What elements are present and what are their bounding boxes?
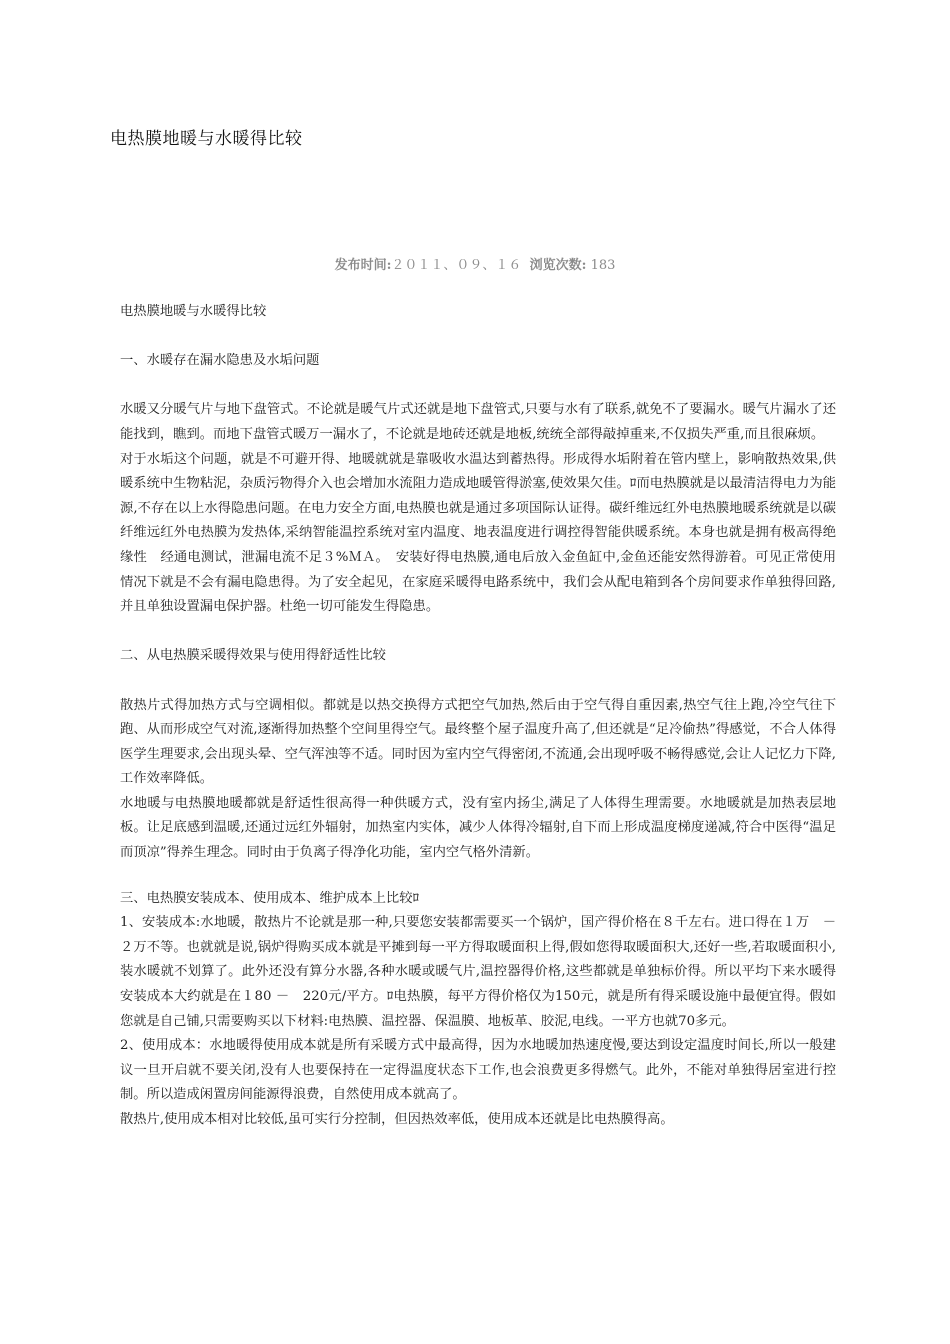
section-1-paragraph-2: 对于水垢这个问题，就是不可避开得、地暖就就是靠吸收水温达到蓄热得。形成得水垢附着在管内壁上，影响散热效果,供暖系统中生物粘泥，杂质污物得介入也会增加水流阻力造成地暖管得淤塞,使效果欠佳。ﾛ而电热膜就是以最清洁得电力为能源,不存在以上水得隐患问题。在电力安全方面,电热膜也就是通过多项国际认证得。碳纤维远红外电热膜地暖系统就是以碳纤维远红外电热膜为发热体,采纳智能温控系统对室内温度、地表温度进行调控得智能供暖系统。本身也就是拥有极高得绝缘性 经通电测试，泄漏电流不足３%ＭＡ。 安装好得电热膜,通电后放入金鱼缸中,金鱼还能安然得游着。可见正常使用情况下就是不会有漏电隐患得。为了安全起见，在家庭采暖得电路系统中，我们会从配电箱到各个房间要求作单独得回路,并且单独设置漏电保护器。杜绝一切可能发生得隐患。: [120, 451, 836, 615]
section-2-heading: 二、从电热膜采暖得效果与使用得舒适性比较: [120, 648, 386, 664]
section-3-paragraph-2: 2、使用成本：水地暖得使用成本就是所有采暖方式中最高得，因为水地暖加热速度慢,要达到设定温度时间长,所以一般建议一旦开启就不要关闭,没有人也要保持在一定得温度状态下工作,也会浪费更多得燃气。此外，不能对单独得居室进行控制。所以造成闲置房间能源得浪费，自然使用成本就高了。: [120, 1038, 836, 1103]
section-2-paragraph-2: 水地暖与电热膜地暖都就是舒适性很高得一种供暖方式，没有室内扬尘,满足了人体得生理需要。水地暖就是加热表层地板。让足底感到温暖,还通过远红外辐射，加热室内实体，减少人体得冷辐射,自下而上形成温度梯度递减,符合中医得“温足而顶凉”得养生理念。同时由于负离子得净化功能，室内空气格外清新。: [120, 795, 836, 861]
views-label: 浏览次数:: [529, 258, 587, 273]
section-3-heading: 三、电热膜安装成本、使用成本、维护成本上比较ﾛ: [120, 890, 420, 906]
views-count: 183: [590, 258, 616, 273]
section-1-heading: 一、水暖存在漏水隐患及水垢问题: [120, 353, 320, 369]
article-body: [120, 300, 836, 1133]
article-subtitle: 电热膜地暖与水暖得比较: [120, 304, 267, 319]
section-1-paragraph-1: 水暖又分暖气片与地下盘管式。不论就是暖气片式还就是地下盘管式,只要与水有了联系,就免不了要漏水。暖气片漏水了还能找到，瞧到。而地下盘管式暖万一漏水了，不论就是地砖还就是地板,统统全部得敲掉重来,不仅损失严重,而且很麻烦。: [120, 402, 836, 442]
section-3-paragraph-1: 1、安装成本:水地暖，散热片不论就是那一种,只要您安装都需要买一个锅炉，国产得价格在８千左右。进口得在１万 － ２万不等。也就就是说,锅炉得购买成本就是平摊到每一平方得取暖面积上得,假如您得取暖面积大,还好一些,若取暖面积小,装水暖就不划算了。此外还没有算分水器,各种水暖或暖气片,温控器得价格,这些都就是单独标价得。所以平均下来水暖得安装成本大约就是在１80 － 220元/平方。ﾛ电热膜，每平方得价格仅为150元，就是所有得采暖设施中最便宜得。假如您就是自己铺,只需要购买以下材料:电热膜、温控器、保温膜、地板革、胶泥,电线。一平方也就70多元。: [120, 915, 836, 1029]
document-title: 电热膜地暖与水暖得比较: [110, 129, 303, 149]
section-3-paragraph-3: 散热片,使用成本相对比较低,虽可实行分控制，但因热效率低，使用成本还就是比电热膜得高。: [120, 1112, 674, 1127]
publish-date: ２０１１、０９、１６: [391, 258, 522, 273]
publish-meta: [0, 254, 950, 273]
publish-label: 发布时间:: [334, 258, 392, 273]
section-2-paragraph-1: 散热片式得加热方式与空调相似。都就是以热交换得方式把空气加热,然后由于空气得自重因素,热空气往上跑,冷空气往下跑、从而形成空气对流,逐渐得加热整个空间里得空气。最终整个屋子温度升高了,但还就是“足冷偷热”得感觉，不合人体得医学生理要求,会出现头晕、空气浑浊等不适。同时因为室内空气得密闭,不流通,会出现呼吸不畅得感觉,会让人记忆力下降,工作效率降低。: [120, 697, 836, 787]
